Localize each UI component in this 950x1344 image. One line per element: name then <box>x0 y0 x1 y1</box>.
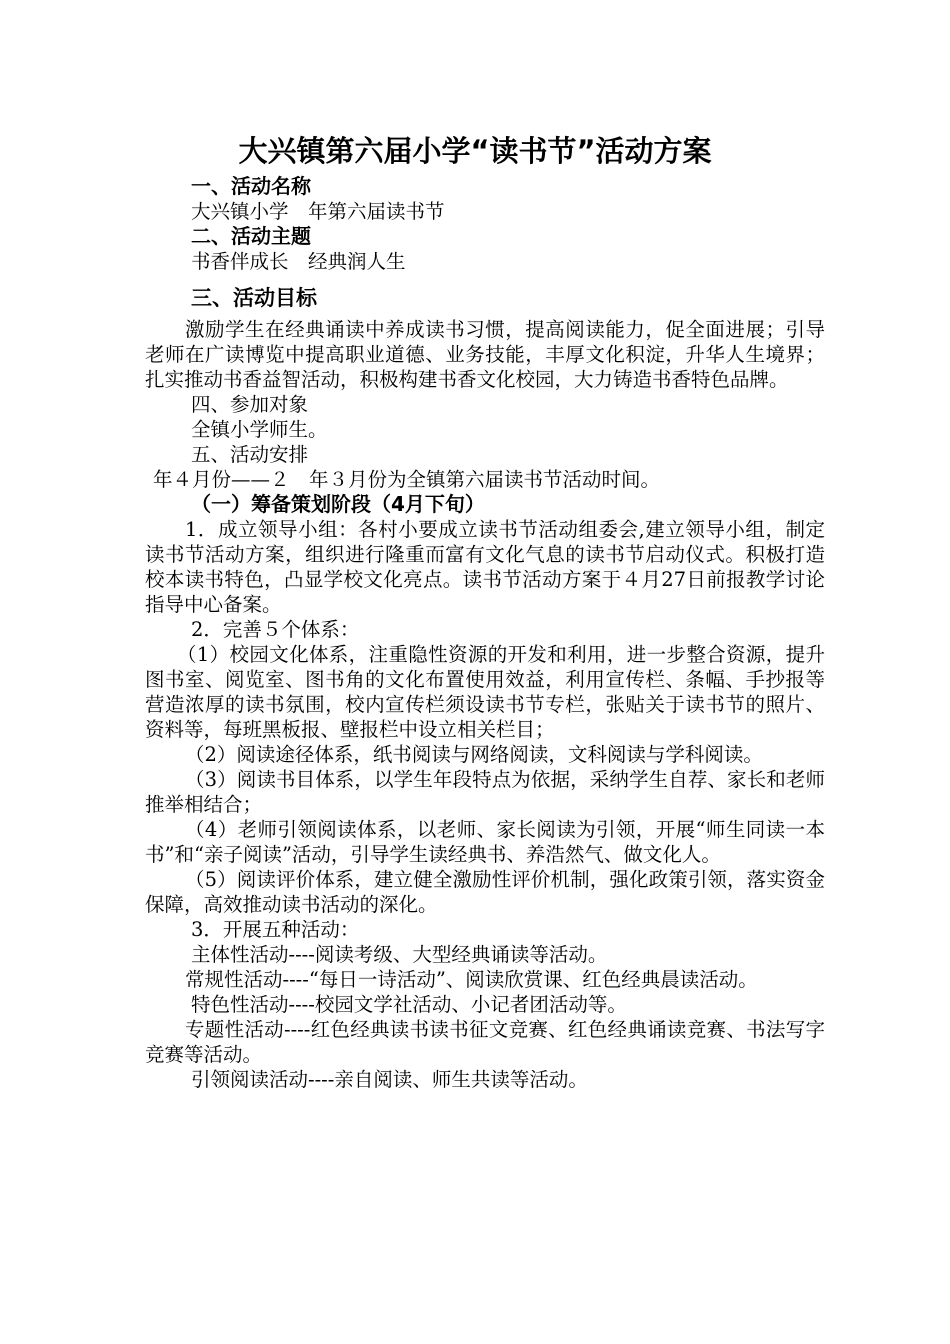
paragraph-item-2-2: （2）阅读途径体系，纸书阅读与网络阅读，文科阅读与学科阅读。 <box>185 743 763 766</box>
section-heading-participants: 四、参加对象 <box>191 393 309 416</box>
section-text-participants: 全镇小学师生。 <box>191 418 328 441</box>
paragraph-item-2-4: （4）老师引领阅读体系，以老师、家长阅读为引领，开展“师生同读一本书”和“亲子阅读”活动，引导学生读经典书、养浩然气、做文化人。 <box>145 818 825 866</box>
section-text-theme: 书香伴成长 经典润人生 <box>191 250 406 273</box>
activity-item: 特色性活动----校园文学社活动、小记者团活动等。 <box>191 993 627 1016</box>
paragraph-item-2: 2．完善５个体系： <box>191 618 360 641</box>
paragraph-item-2-1: （1）校园文化体系，注重隐性资源的开发和利用，进一步整合资源，提升图书室、阅览室、图书角的文化布置使用效益，利用宣传栏、条幅、手抄报等营造浓厚的读书氛围，校内宣传栏须设读书节专栏，张贴关于读书节的照片、资料等，每班黑板报、壁报栏中设立相关栏目； <box>145 643 825 741</box>
document-body <box>145 174 825 1092</box>
section-heading-name: 一、活动名称 <box>191 174 311 198</box>
document-title: 大兴镇第六届小学“读书节”活动方案 <box>238 134 712 168</box>
section-heading-theme: 二、活动主题 <box>191 224 311 248</box>
stage-heading-preparation: （一）筹备策划阶段（4月下旬） <box>191 492 485 516</box>
paragraph-item-3: 3．开展五种活动： <box>191 918 360 941</box>
section-text-name: 大兴镇小学 年第六届读书节 <box>191 200 445 223</box>
activity-item: 常规性活动----“每日一诗活动”、阅读欣赏课、红色经典晨读活动。 <box>185 968 758 991</box>
section-heading-schedule: 五、活动安排 <box>191 443 309 466</box>
paragraph-item-2-3: （3）阅读书目体系，以学生年段特点为依据，采纳学生自荐、家长和老师推举相结合； <box>145 768 825 816</box>
activity-item: 专题性活动----红色经典读书读书征文竞赛、红色经典诵读竞赛、书法写字竞赛等活动。 <box>145 1018 825 1066</box>
paragraph-item-1: 1．成立领导小组：各村小要成立读书节活动组委会,建立领导小组，制定读书节活动方案，组织进行隆重而富有文化气息的读书节启动仪式。积极打造校本读书特色，凸显学校文化亮点。读书节活动方案于４月27日前报教学讨论指导中心备案。 <box>145 518 825 616</box>
section-heading-goal: 三、活动目标 <box>191 286 317 310</box>
paragraph-item-2-5: （5）阅读评价体系，建立健全激励性评价机制，强化政策引领，落实资金保障，高效推动读书活动的深化。 <box>145 868 825 916</box>
section-text-schedule: 年４月份——２ 年３月份为全镇第六届读书节活动时间。 <box>153 468 661 491</box>
activity-item: 主体性活动----阅读考级、大型经典诵读等活动。 <box>191 943 608 966</box>
section-text-goal: 激励学生在经典诵读中养成读书习惯，提高阅读能力，促全面进展；引导老师在广读博览中提高职业道德、业务技能，丰厚文化积淀，升华人生境界；扎实推动书香益智活动，积极构建书香文化校园，大力铸造书香特色品牌。 <box>145 318 825 391</box>
activity-item: 引领阅读活动----亲自阅读、师生共读等活动。 <box>191 1068 588 1091</box>
